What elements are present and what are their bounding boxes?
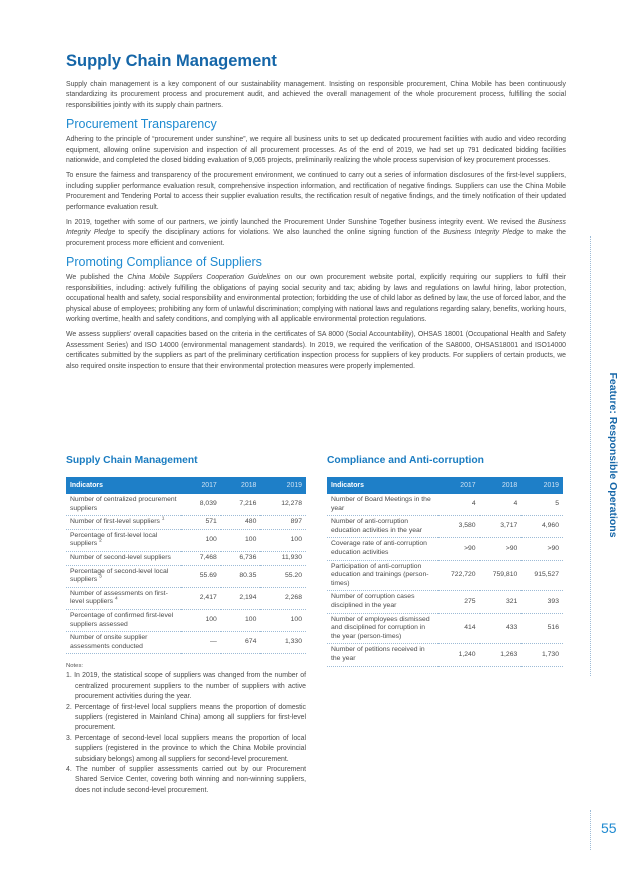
- note-item: 3. Percentage of second-level local suppliers means the proportion of local suppliers (registered in the province to which the China Mobile provincial subsidiary belongs) among all suppliers for second-level procurement.: [66, 734, 306, 763]
- table-cell: 3,717: [480, 516, 522, 538]
- footnote-marker: 1: [161, 516, 165, 522]
- table-cell: 759,810: [480, 560, 522, 591]
- table-cell: 722,720: [438, 560, 480, 591]
- page-number-box: [590, 810, 632, 850]
- column-header: 2019: [521, 477, 563, 494]
- table-cell: 275: [438, 591, 480, 613]
- footnote-marker: 2: [99, 539, 102, 545]
- note-item: 2. Percentage of first-level local suppliers means the proportion of domestic suppliers (registered in Mainland China) among all suppliers for first-level procurement.: [66, 703, 306, 732]
- intro-paragraph: Supply chain management is a key component of our sustainability management. Insisting on responsible procurement, China Mobile has been continuously standardizing its procurement process and procurement audit, and achieved the overall management of the whole procurement process, fulfilling the social responsibilities jointly with its supply chain partners.: [66, 81, 566, 109]
- row-label: Number of corruption cases disciplined in the year: [327, 591, 438, 613]
- table-row: [327, 591, 563, 613]
- table-row: [66, 587, 306, 609]
- section-heading-procurement-transparency: Procurement Transparency: [66, 117, 217, 132]
- table-cell: >90: [521, 538, 563, 560]
- paragraph: Adhering to the principle of “procurement under sunshine”, we require all business units to set up dedicated procurement facilities with audio and video recording equipment, allowing online supervision and inspection of all procurement processes. As of the end of 2019, we had set up 791 dedicated bidding facilities nationwide, and completed the closed bidding evaluation of 9,065 projects, preliminarily realizing the whole process supervision of key procurement processes.: [66, 136, 566, 165]
- table-cell: 4: [438, 494, 480, 516]
- row-label: Number of anti-corruption education activities in the year: [327, 516, 438, 538]
- table-row: [66, 551, 306, 565]
- table-cell: 4: [480, 494, 522, 516]
- table-cell: 393: [521, 591, 563, 613]
- column-header: 2017: [438, 477, 480, 494]
- column-header: 2017: [181, 477, 221, 494]
- table-row: [66, 516, 306, 530]
- table-cell: 100: [260, 529, 306, 551]
- row-label: Number of Board Meetings in the year: [327, 494, 438, 516]
- paragraph: In 2019, together with some of our partners, we jointly launched the Procurement Under Sunshine Together business integrity event. We revised the Business Integrity Pledge to specify the disciplinary actions for violations. We also launched the online signing function of the Business Integrity Pledge to make the procurement process more efficient and convenient.: [66, 219, 566, 247]
- table-cell: >90: [438, 538, 480, 560]
- section-heading-promoting-compliance: Promoting Compliance of Suppliers: [66, 255, 262, 270]
- column-header: Indicators: [66, 477, 181, 494]
- note-item: 4. The number of supplier assessments carried out by our Procurement Shared Service Center, covering both winning and non-winning suppliers, does not include second-level procurement.: [66, 766, 306, 794]
- table-title: Supply Chain Management: [66, 455, 198, 466]
- compliance-table-block: [327, 455, 563, 667]
- page-number: 55: [601, 820, 617, 836]
- row-label: Coverage rate of anti-corruption education activities: [327, 538, 438, 560]
- table-cell: 674: [221, 632, 261, 654]
- table-row: [66, 494, 306, 516]
- table-cell: 321: [480, 591, 522, 613]
- column-header: 2019: [260, 477, 306, 494]
- table-cell: 7,216: [221, 494, 261, 516]
- row-label: Number of petitions received in the year: [327, 644, 438, 666]
- footnote-marker: 4: [114, 597, 118, 603]
- table-cell: 4,960: [521, 516, 563, 538]
- table-row: [327, 494, 563, 516]
- table-cell: —: [181, 632, 221, 654]
- row-label: Number of second-level suppliers: [66, 551, 181, 565]
- table-cell: 100: [260, 609, 306, 631]
- table-row: [327, 613, 563, 644]
- table-cell: 1,730: [521, 644, 563, 666]
- row-label: Number of assessments on first-level suppliers $^4$: [66, 587, 181, 609]
- table-cell: 5: [521, 494, 563, 516]
- page-title: Supply Chain Management: [66, 52, 277, 70]
- note-item: 1. In 2019, the statistical scope of suppliers was changed from the number of centralized procurement suppliers to the number of suppliers with active procurement activities during the year.: [66, 672, 306, 701]
- column-header: 2018: [480, 477, 522, 494]
- table-cell: >90: [480, 538, 522, 560]
- row-label: Number of onsite supplier assessments conducted: [66, 632, 181, 654]
- supply-chain-table-block: [66, 455, 306, 796]
- table-cell: 516: [521, 613, 563, 644]
- table-cell: 8,039: [181, 494, 221, 516]
- table-cell: 1,330: [260, 632, 306, 654]
- main-content: [66, 52, 566, 377]
- table-row: [327, 538, 563, 560]
- table-cell: 55.20: [260, 565, 306, 587]
- table-row: [66, 565, 306, 587]
- supply-chain-table: [66, 477, 306, 654]
- table-cell: 100: [221, 529, 261, 551]
- row-label: Percentage of second-level local suppliers $^3$: [66, 565, 181, 587]
- table-row: [327, 516, 563, 538]
- table-cell: 100: [181, 529, 221, 551]
- row-label: Percentage of first-level local suppliers $^2$: [66, 529, 181, 551]
- table-notes: [66, 662, 306, 796]
- table-header-row: [66, 477, 306, 494]
- row-label: Percentage of confirmed first-level suppliers assessed: [66, 609, 181, 631]
- paragraph: We published the China Mobile Suppliers Cooperation Guidelines on our own procurement website portal, explicitly requiring our suppliers to fulfil their responsibilities, including: actively fulfilling the obligations of paying social security and tax; abiding by laws and regulations on lawful hiring, labor protection, occupational health and safety, social responsibility and environmental protection; forbidding the use of child labor as defined by law, the use of forced labor, and the physical abuse of employees; prohibiting any form of unlawful discrimination; complying with national laws and regulations regarding salary, benefits, working hours, working overtime, health and safety conditions, and complying with all applicable environmental protection regulations.: [66, 274, 566, 323]
- table-cell: 1,263: [480, 644, 522, 666]
- side-section-label: Feature: Responsible Operations: [607, 372, 619, 538]
- compliance-table: [327, 477, 563, 667]
- table-cell: 11,930: [260, 551, 306, 565]
- table-cell: 433: [480, 613, 522, 644]
- table-row: [327, 560, 563, 591]
- row-label: Number of centralized procurement suppliers: [66, 494, 181, 516]
- table-cell: 55.69: [181, 565, 221, 587]
- column-header: 2018: [221, 477, 261, 494]
- paragraph: We assess suppliers' overall capacities based on the criteria in the certificates of SA 8000 (Social Accountability), OHSAS 18001 (Occupational Health and Safety Assessment Series) and ISO 14000 (environmental management standards). In 2019, we required the verification of the SA8000, OHSAS18001 and ISO14000 certificates submitted by the suppliers as part of the preliminary certification inspection process for suppliers of key products. For suppliers of certain products, we also required onsite inspection to ensure that their environmental protection measures were properly implemented.: [66, 331, 566, 370]
- column-header: Indicators: [327, 477, 438, 494]
- table-cell: 2,268: [260, 587, 306, 609]
- notes-title: Notes:: [66, 663, 84, 670]
- table-row: [66, 529, 306, 551]
- row-label: Number of first-level suppliers $^1$: [66, 516, 181, 530]
- table-row: [66, 609, 306, 631]
- row-label: Number of employees dismissed and disciplined for corruption in the year (person-times): [327, 613, 438, 644]
- table-cell: 480: [221, 516, 261, 530]
- table-cell: 571: [181, 516, 221, 530]
- table-cell: 7,468: [181, 551, 221, 565]
- table-row: [66, 632, 306, 654]
- table-header-row: [327, 477, 563, 494]
- table-cell: 1,240: [438, 644, 480, 666]
- table-cell: 12,278: [260, 494, 306, 516]
- table-cell: 100: [181, 609, 221, 631]
- paragraph: To ensure the fairness and transparency of the procurement environment, we continued to carry out a series of information disclosures of the first-level suppliers, including supplier performance evaluation result, comprehensive inspection information, and rectification of negative findings. Suppliers can use the China Mobile Procurement and Tendering Portal to access their supplier evaluation results, the rectification result of negative findings, and the timely notification of their updated performance evaluation result.: [66, 172, 566, 211]
- table-cell: 915,527: [521, 560, 563, 591]
- table-cell: 3,580: [438, 516, 480, 538]
- footnote-marker: 3: [99, 574, 102, 580]
- table-cell: 897: [260, 516, 306, 530]
- row-label: Participation of anti-corruption education and trainings (person-times): [327, 560, 438, 591]
- table-cell: 2,417: [181, 587, 221, 609]
- table-cell: 6,736: [221, 551, 261, 565]
- table-cell: 2,194: [221, 587, 261, 609]
- table-title: Compliance and Anti-corruption: [327, 455, 484, 466]
- table-row: [327, 644, 563, 666]
- table-cell: 80.35: [221, 565, 261, 587]
- table-cell: 100: [221, 609, 261, 631]
- table-cell: 414: [438, 613, 480, 644]
